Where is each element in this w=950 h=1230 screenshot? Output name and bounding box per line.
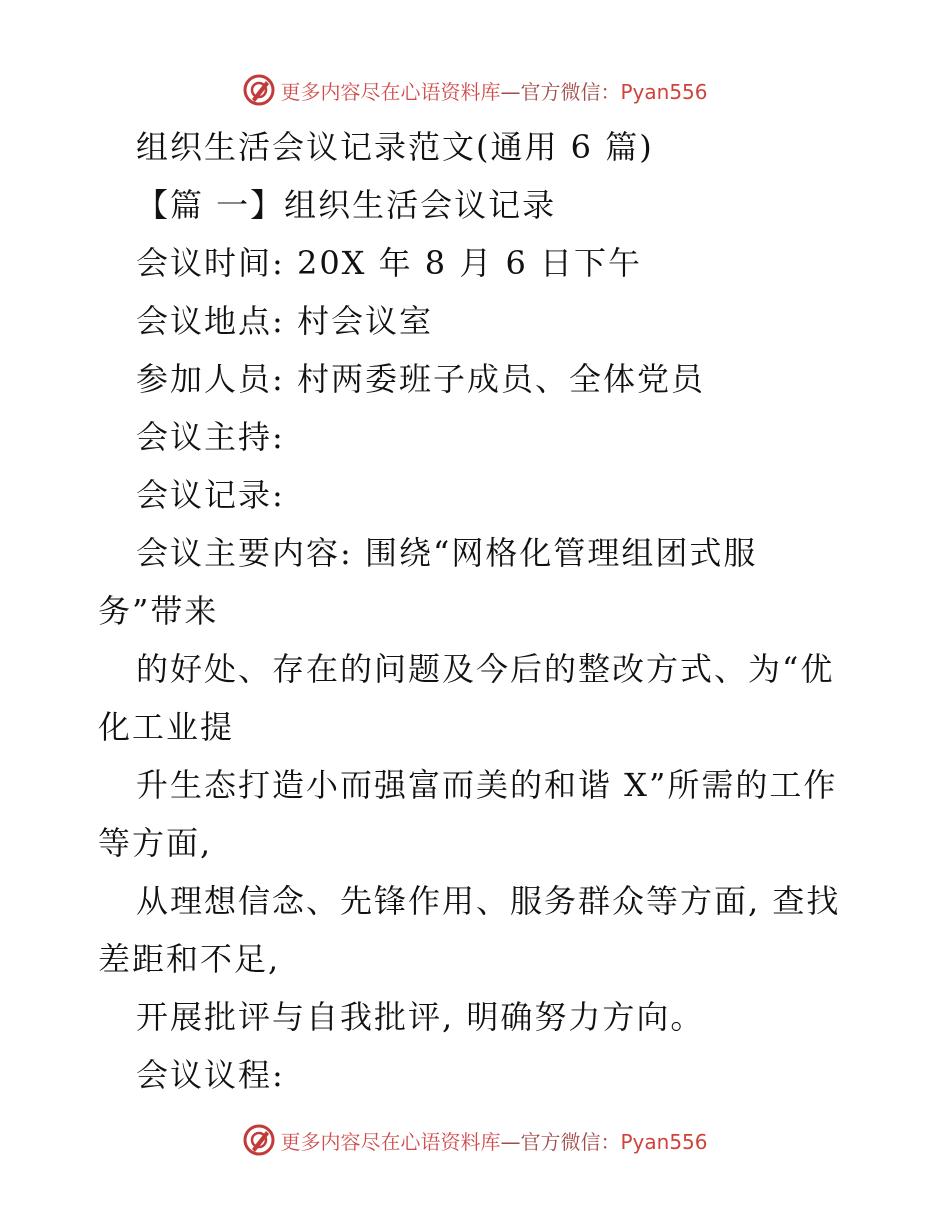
watermark-site-name: 更多内容尽在心语资料库 <box>280 79 501 104</box>
meeting-agenda: 会议议程: <box>136 1056 285 1094</box>
content-line: 的好处、存在的问题及今后的整改方式、为“优 <box>136 650 835 688</box>
meeting-time: 会议时间: 20X 年 8 月 6 日下午 <box>136 244 643 282</box>
watermark-wechat-id: Pyan556 <box>620 1129 708 1154</box>
content-line: 从理想信念、先锋作用、服务群众等方面, 查找 <box>136 882 841 920</box>
content-line: 开展批评与自我批评, 明确努力方向。 <box>136 998 705 1036</box>
meeting-recorder: 会议记录: <box>136 476 285 514</box>
pen-logo-icon <box>242 73 276 107</box>
meeting-place: 会议地点: 村会议室 <box>136 302 433 340</box>
footer-watermark-banner <box>0 1120 950 1160</box>
content-line: 化工业提 <box>98 708 235 746</box>
meeting-attendees: 参加人员: 村两委班子成员、全体党员 <box>136 360 705 398</box>
document-body <box>0 118 950 1104</box>
content-line: 升生态打造小而强富而美的和谐 X”所需的工作 <box>136 766 838 804</box>
watermark-site-name: 更多内容尽在心语资料库 <box>280 1129 501 1154</box>
content-line: 差距和不足, <box>98 940 281 978</box>
content-line: 等方面, <box>98 824 213 862</box>
watermark-text <box>280 76 707 105</box>
watermark-text <box>280 1126 707 1155</box>
meeting-host: 会议主持: <box>136 418 285 456</box>
watermark-wechat-label: —官方微信： <box>500 79 621 104</box>
watermark-wechat-label: —官方微信： <box>500 1129 621 1154</box>
pen-logo-icon <box>242 1123 276 1157</box>
watermark-wechat-id: Pyan556 <box>620 79 708 104</box>
content-line: 会议主要内容: 围绕“网格化管理组团式服 <box>136 534 758 572</box>
content-line: 务”带来 <box>98 592 219 630</box>
header-watermark-banner <box>0 70 950 110</box>
section-heading: 【篇 一】组织生活会议记录 <box>136 186 557 224</box>
document-title: 组织生活会议记录范文(通用 6 篇) <box>136 128 654 166</box>
